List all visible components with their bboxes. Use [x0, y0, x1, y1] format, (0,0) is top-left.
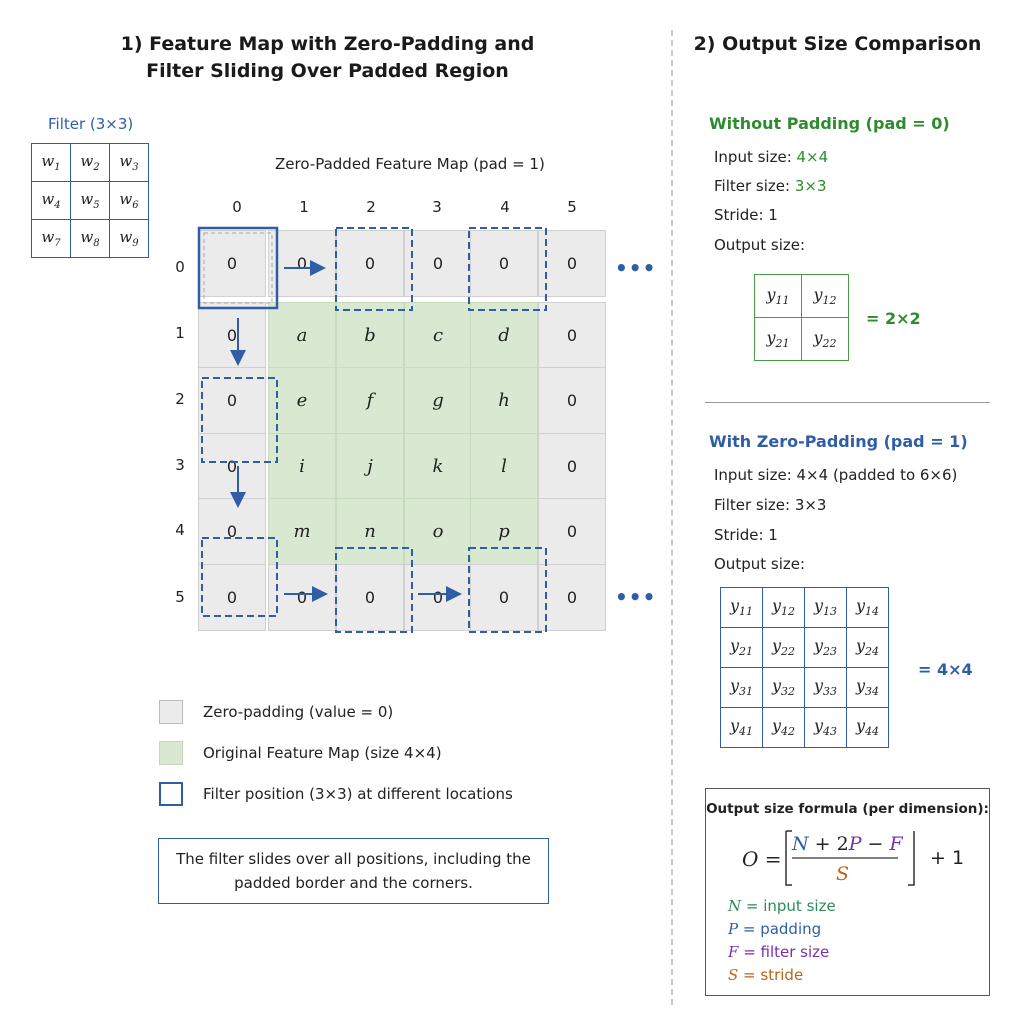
output-symbol: y: [771, 676, 782, 696]
output-symbol: y: [813, 636, 824, 656]
output-index: 34: [865, 685, 880, 699]
definition-symbol: N: [728, 897, 742, 915]
output-symbol: y: [771, 716, 782, 736]
output-cell: [805, 668, 847, 708]
output-cell: [721, 708, 763, 748]
padding-cell: 0: [538, 302, 606, 369]
definition-symbol: P: [728, 920, 739, 938]
output-symbol: y: [813, 596, 824, 616]
definition-text: = stride: [738, 966, 804, 984]
padding-cell: 0: [198, 230, 266, 297]
output-symbol: y: [771, 636, 782, 656]
padding-cell: 0: [268, 564, 336, 631]
padding-cell: 0: [336, 564, 404, 631]
formula-lhs: O =: [742, 847, 782, 871]
feature-cell: d: [470, 302, 538, 369]
note-line2: padded border and the corners.: [234, 874, 473, 892]
legend-filter-label: Filter position (3×3) at different locations: [203, 785, 513, 803]
feature-cell: j: [336, 433, 404, 500]
row-index: 1: [175, 324, 185, 342]
with-pad-heading: With Zero-Padding (pad = 1): [709, 432, 968, 451]
note-box: [158, 838, 549, 904]
filter-weight-index: 8: [93, 238, 100, 249]
definition-text: = padding: [738, 920, 822, 938]
filter-weight-symbol: w: [119, 228, 133, 246]
grid-caption: Zero-Padded Feature Map (pad = 1): [275, 155, 545, 173]
left-title-line2: Filter Sliding Over Padded Region: [146, 60, 509, 82]
filter-weight-symbol: w: [41, 152, 55, 170]
output-symbol: y: [813, 716, 824, 736]
filter-position-dashed: [202, 378, 277, 462]
row-index: 5: [175, 588, 185, 606]
with-pad-output-label: Output size:: [714, 555, 806, 573]
padding-cell: 0: [538, 433, 606, 500]
with-pad-result: = 4×4: [918, 660, 973, 679]
column-index: 1: [299, 198, 309, 216]
output-index: 21: [739, 645, 754, 659]
output-symbol: y: [766, 284, 776, 304]
feature-cell: h: [470, 367, 538, 434]
output-cell: [721, 668, 763, 708]
column-index: 5: [567, 198, 577, 216]
output-index: 41: [739, 725, 754, 739]
output-symbol: y: [813, 284, 823, 304]
output-symbol: y: [855, 596, 866, 616]
no-pad-heading: Without Padding (pad = 0): [709, 114, 950, 133]
output-cell: [763, 628, 805, 668]
output-index: 32: [781, 685, 796, 699]
right-panel-title: 2) Output Size Comparison: [693, 33, 982, 55]
feature-cell: c: [404, 302, 472, 369]
filter-position-dashed: [469, 228, 546, 310]
output-cell: [721, 628, 763, 668]
padding-cell: 0: [336, 230, 404, 297]
formula-numerator: [792, 833, 903, 855]
row-index: 4: [175, 521, 185, 539]
formula-definition: [728, 964, 836, 987]
filter-position-dashed: [336, 228, 412, 310]
column-index: 3: [432, 198, 442, 216]
output-cell: [805, 628, 847, 668]
output-index: 22: [781, 645, 796, 659]
legend-original-swatch: [159, 741, 183, 765]
no-pad-output-grid: [754, 274, 849, 361]
feature-cell: l: [470, 433, 538, 500]
no-pad-filter-label: Filter size:: [714, 177, 795, 195]
filter-weight-index: 9: [132, 238, 139, 249]
formula-F: F: [889, 833, 903, 855]
padding-cell: 0: [198, 433, 266, 500]
output-cell: [847, 588, 889, 628]
feature-cell: n: [336, 498, 404, 565]
formula-P: P: [848, 833, 862, 855]
filter-weight-index: 7: [54, 238, 61, 249]
formula-plus1: + 1: [930, 847, 965, 869]
filter-weight-index: 2: [93, 162, 100, 173]
formula-definition: [728, 918, 836, 941]
formula-minus: −: [861, 833, 890, 855]
output-symbol: y: [771, 596, 782, 616]
formula-heading: Output size formula (per dimension):: [706, 801, 989, 817]
no-pad-input-label: Input size:: [714, 148, 797, 166]
padding-cell: 0: [538, 498, 606, 565]
output-cell: [847, 708, 889, 748]
output-index: 23: [823, 645, 838, 659]
output-cell: [847, 628, 889, 668]
no-pad-filter-value: 3×3: [794, 177, 827, 195]
filter-position-solid: [199, 228, 277, 308]
output-index: 13: [823, 605, 838, 619]
filter-weight-symbol: w: [41, 190, 55, 208]
filter-weight-index: 6: [132, 200, 139, 211]
formula-S: S: [836, 863, 850, 885]
section-divider: [705, 402, 990, 403]
output-index: 22: [822, 337, 837, 351]
output-symbol: y: [813, 676, 824, 696]
formula-plus2: + 2: [808, 833, 849, 855]
output-index: 44: [865, 725, 880, 739]
output-index: 11: [775, 294, 790, 308]
output-cell: [721, 588, 763, 628]
no-pad-result: = 2×2: [866, 309, 921, 328]
definition-symbol: S: [728, 966, 739, 984]
filter-position-dashed: [336, 548, 412, 632]
feature-cell: a: [268, 302, 336, 369]
feature-cell: o: [404, 498, 472, 565]
row-index: 0: [175, 258, 185, 276]
padding-cell: 0: [538, 230, 606, 297]
column-index: 2: [366, 198, 376, 216]
padding-cell: 0: [198, 498, 266, 565]
filter-weight-symbol: w: [80, 190, 94, 208]
filter-weight-index: 4: [54, 200, 61, 211]
legend-filter-swatch: [159, 782, 183, 806]
output-index: 33: [823, 685, 838, 699]
output-symbol: y: [729, 636, 740, 656]
output-index: 11: [739, 605, 754, 619]
output-index: 12: [781, 605, 796, 619]
with-pad-filter: Filter size: 3×3: [714, 496, 827, 514]
output-cell: [802, 318, 849, 361]
ellipsis-top: •••: [615, 256, 657, 280]
feature-cell: e: [268, 367, 336, 434]
ellipsis-bottom: •••: [615, 585, 657, 609]
formula-N: N: [792, 833, 809, 855]
feature-cell: b: [336, 302, 404, 369]
output-index: 24: [865, 645, 880, 659]
legend-original-label: Original Feature Map (size 4×4): [203, 744, 442, 762]
output-symbol: y: [766, 327, 776, 347]
padding-cell: 0: [404, 564, 472, 631]
filter-weight-index: 3: [132, 162, 139, 173]
with-pad-input: Input size: 4×4 (padded to 6×6): [714, 466, 958, 484]
output-symbol: y: [729, 676, 740, 696]
definition-symbol: F: [728, 943, 739, 961]
formula-definition: [728, 895, 836, 918]
row-index: 3: [175, 456, 185, 474]
definition-text: = filter size: [738, 943, 830, 961]
filter-position-dashed: [202, 538, 277, 616]
output-index: 12: [822, 294, 837, 308]
left-title-line1: 1) Feature Map with Zero-Padding and: [120, 33, 535, 55]
padding-cell: 0: [538, 367, 606, 434]
filter-weight-symbol: w: [41, 228, 55, 246]
filter-weight-symbol: w: [80, 228, 94, 246]
output-symbol: y: [813, 327, 823, 347]
with-pad-output-grid: [720, 587, 889, 748]
output-cell: [847, 668, 889, 708]
output-symbol: y: [729, 596, 740, 616]
output-index: 31: [739, 685, 754, 699]
filter-weight-symbol: w: [119, 152, 133, 170]
legend-padding-swatch: [159, 700, 183, 724]
filter-position-inner: [204, 233, 272, 303]
output-cell: [763, 668, 805, 708]
feature-cell: g: [404, 367, 472, 434]
formula-definition: [728, 941, 836, 964]
no-pad-input: [714, 148, 828, 166]
no-pad-input-value: 4×4: [796, 148, 829, 166]
padding-cell: 0: [268, 230, 336, 297]
column-index: 4: [500, 198, 510, 216]
padding-cell: 0: [198, 564, 266, 631]
filter-position-dashed: [469, 548, 546, 632]
output-cell: [763, 708, 805, 748]
filter-caption: Filter (3×3): [48, 115, 134, 133]
output-cell: [763, 588, 805, 628]
feature-cell: p: [470, 498, 538, 565]
legend-padding-label: Zero-padding (value = 0): [203, 703, 394, 721]
column-index: 0: [232, 198, 242, 216]
output-symbol: y: [855, 636, 866, 656]
feature-cell: i: [268, 433, 336, 500]
output-index: 21: [775, 337, 790, 351]
note-line1: The filter slides over all positions, including the: [176, 850, 531, 868]
output-index: 42: [781, 725, 796, 739]
output-symbol: y: [855, 716, 866, 736]
output-cell: [755, 275, 802, 318]
output-index: 43: [823, 725, 838, 739]
padding-cell: 0: [198, 367, 266, 434]
padding-cell: 0: [470, 564, 538, 631]
output-cell: [805, 588, 847, 628]
no-pad-stride: Stride: 1: [714, 206, 778, 224]
output-symbol: y: [729, 716, 740, 736]
padding-cell: 0: [470, 230, 538, 297]
feature-cell: m: [268, 498, 336, 565]
no-pad-filter: [714, 177, 826, 195]
output-cell: [755, 318, 802, 361]
formula-definitions: [728, 895, 836, 987]
padding-cell: 0: [404, 230, 472, 297]
definition-text: = input size: [741, 897, 836, 915]
output-symbol: y: [855, 676, 866, 696]
filter-weight-index: 1: [54, 162, 61, 173]
feature-cell: f: [336, 367, 404, 434]
filter-weight-index: 5: [93, 200, 100, 211]
row-index: 2: [175, 390, 185, 408]
feature-cell: k: [404, 433, 472, 500]
filter-weight-symbol: w: [119, 190, 133, 208]
formula-box: [705, 788, 990, 996]
with-pad-stride: Stride: 1: [714, 526, 778, 544]
filter-weight-symbol: w: [80, 152, 94, 170]
output-cell: [802, 275, 849, 318]
padding-cell: 0: [538, 564, 606, 631]
padding-cell: 0: [198, 302, 266, 369]
output-index: 14: [865, 605, 880, 619]
no-pad-output-label: Output size:: [714, 236, 806, 254]
output-cell: [805, 708, 847, 748]
